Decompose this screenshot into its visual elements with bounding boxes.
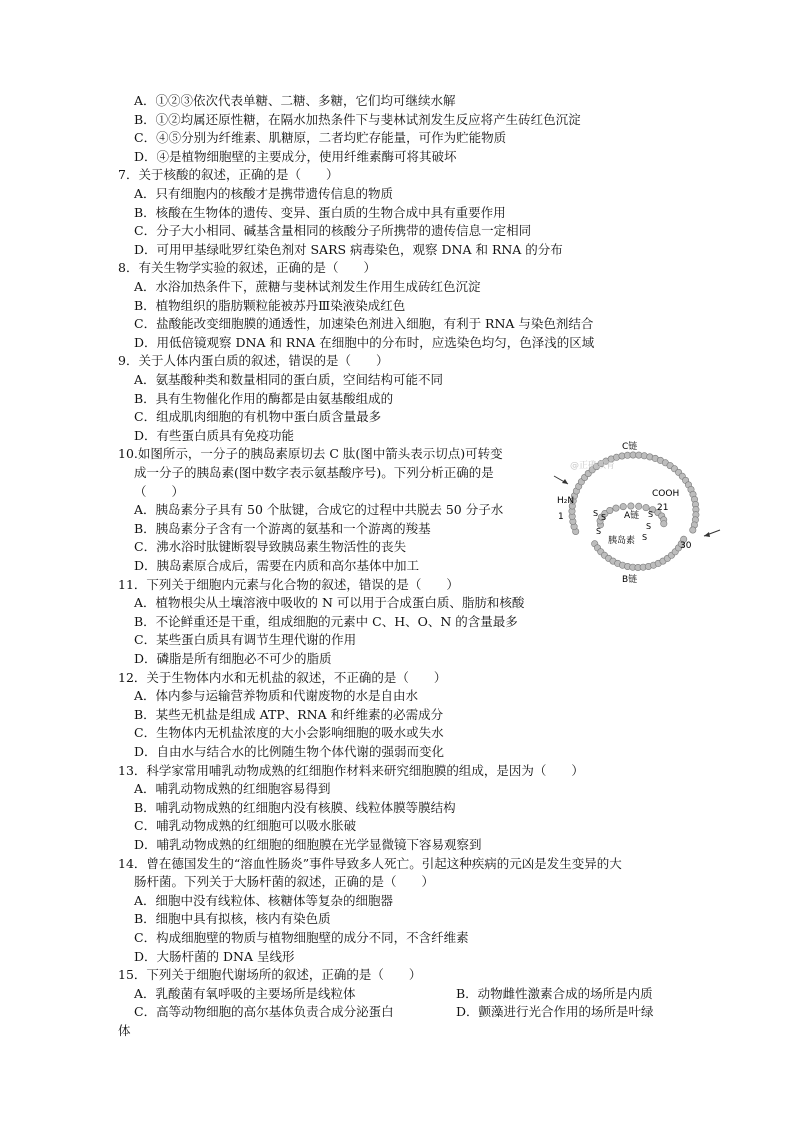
question-option: C．高等动物细胞的高尔基体负责合成分泌蛋白 [134,1004,394,1020]
question-option: A．植物根尖从土壤溶液中吸收的 N 可以用于合成蛋白质、脂肪和核酸 [134,595,525,611]
question-option: D．颤藻进行光合作用的场所是叶绿 [456,1004,654,1020]
question-option: C．④⑤分别为纤维素、肌糖原，二者均贮存能量，可作为贮能物质 [134,130,507,146]
question-option: A．①②③依次代表单糖、二糖、多糖，它们均可继续水解 [134,93,456,108]
question-option: C．生物体内无机盐浓度的大小会影响细胞的吸水或失水 [134,725,444,741]
question-stem: 10.如图所示，一分子的胰岛素原切去 C 肽(图中箭头表示切点)可转变 [118,446,503,462]
question-option: C．哺乳动物成熟的红细胞可以吸水胀破 [134,818,357,834]
question-option: 肠杆菌。下列关于大肠杆菌的叙述，正确的是（ ） [134,874,435,890]
num-1-label: 1 [558,512,564,522]
question-option: D．磷脂是所有细胞必不可少的脂质 [134,651,332,666]
disulfide-s6: S [642,533,648,542]
question-option: （ ） [134,483,185,499]
question-option: D．自由水与结合水的比例随生物个体代谢的强弱而变化 [134,744,445,759]
num-21-label: 21 [657,503,669,513]
question-option: C．分子大小相同、碱基含量相同的核酸分子所携带的遗传信息一定相同 [134,223,532,239]
question-option: B．哺乳动物成熟的红细胞内没有核膜、线粒体膜等膜结构 [134,799,456,815]
question-option: B．某些无机盐是组成 ATP、RNA 和纤维素的必需成分 [134,706,444,722]
question-option: A．氨基酸种类和数量相同的蛋白质，空间结构可能不同 [134,372,444,387]
question-option: B．①②均属还原性糖，在隔水加热条件下与斐林试剂发生反应将产生砖红色沉淀 [134,111,581,127]
h2n-label: H₂N [557,496,575,506]
question-option: D．大肠杆菌的 DNA 呈线形 [134,948,295,964]
num-30-label: 30 [680,541,692,551]
question-stem: 12．关于生物体内水和无机盐的叙述，不正确的是（ ） [118,669,447,685]
question-option: A．乳酸菌有氧呼吸的主要场所是线粒体 [134,985,356,1001]
a-chain-bead [620,503,626,509]
question-stem: 13．科学家常用哺乳动物成熟的红细胞作材料来研究细胞膜的组成，是因为（ ） [118,762,584,778]
question-option: C．构成细胞壁的物质与植物细胞壁的成分不同，不含纤维素 [134,930,469,945]
question-stem: 14．曾在德国发生的“溶血性肠炎”事件导致多人死亡。引起这种疾病的元凶是发生变异的大 [118,855,622,871]
question-option: 成一分子的胰岛素(图中数字表示氨基酸序号)。下列分析正确的是 [134,465,494,480]
watermark-text: @正确教育 [570,461,616,471]
question-option: B．具有生物催化作用的酶都是由氨基酸组成的 [134,390,394,406]
question-option: B．细胞中具有拟核，核内有染色质 [134,911,331,927]
disulfide-s3: S [648,510,654,519]
a-chain-bead [613,505,619,511]
cut-arrow-right-head [704,532,710,537]
c-chain-label: C链 [622,442,638,452]
question-option: D．哺乳动物成熟的红细胞的细胞膜在光学显微镜下容易观察到 [134,837,482,852]
disulfide-s2: S [601,513,607,522]
disulfide-s4: S [646,522,652,531]
question-option: D．可用甲基绿吡罗红染色剂对 SARS 病毒染色，观察 DNA 和 RNA 的分布 [134,241,563,257]
question-option: A．水浴加热条件下，蔗糖与斐林试剂发生作用生成砖红色沉淀 [134,279,481,294]
question-option: C．盐酸能改变细胞膜的通透性，加速染色剂进入细胞，有利于 RNA 与染色剂结合 [134,316,594,332]
question-option: B．动物雌性激素合成的场所是内质 [456,985,653,1001]
a-chain-bead [628,503,634,509]
question-option: B．植物组织的脂肪颗粒能被苏丹Ⅲ染液染成红色 [134,297,406,313]
question-option: B．不论鲜重还是干重，组成细胞的元素中 C、H、O、N 的含量最多 [134,613,518,629]
question-option: A．细胞中没有线粒体、核糖体等复杂的细胞器 [134,892,394,908]
question-stem: 9．关于人体内蛋白质的叙述，错误的是（ ） [118,353,389,369]
question-option: A．体内参与运输营养物质和代谢废物的水是自由水 [134,688,419,704]
question-option: C．组成肌肉细胞的有机物中蛋白质含量最多 [134,409,382,425]
question-option: A．哺乳动物成熟的红细胞容易得到 [134,781,331,797]
question-option-continuation: 体 [118,1023,131,1038]
b-chain-label: B链 [622,575,638,585]
proinsulin-diagram [552,436,722,586]
a-chain-bead [661,521,667,527]
question-option: B．核酸在生物体的遗传、变异、蛋白质的生物合成中具有重要作用 [134,204,506,220]
disulfide-s5: S [596,527,602,536]
question-stem: 15．下列关于细胞代谢场所的叙述，正确的是（ ） [118,967,422,983]
cooh-label: COOH [652,489,680,499]
a-chain-bead [636,503,642,509]
question-option: D．胰岛素原合成后，需要在内质和高尔基体中加工 [134,558,420,573]
question-option: A．只有细胞内的核酸才是携带遗传信息的物质 [134,186,394,201]
c-chain-bead [690,527,696,533]
question-stem: 11．下列关于细胞内元素与化合物的叙述，错误的是（ ） [118,576,459,592]
a-chain-bead [607,507,613,513]
question-option: C．沸水浴时肽键断裂导致胰岛素生物活性的丧失 [134,539,407,555]
question-stem: 8．有关生物学实验的叙述，正确的是（ ） [118,260,376,276]
a-chain-label: A链 [624,511,640,521]
question-option: C．某些蛋白质具有调节生理代谢的作用 [134,632,357,648]
question-option: D．④是植物细胞壁的主要成分，使用纤维素酶可将其破坏 [134,148,457,164]
question-option: D．有些蛋白质具有免疫功能 [134,427,295,443]
disulfide-s1: S [593,509,599,518]
question-option: A．胰岛素分子具有 50 个肽键，合成它的过程中共脱去 50 分子水 [134,502,504,518]
question-option: D．用低倍镜观察 DNA 和 RNA 在细胞中的分布时，应选染色均匀，色泽浅的区域 [134,334,595,350]
insulin-label: 胰岛素 [608,536,636,546]
question-option: B．胰岛素分子含有一个游离的氨基和一个游离的羧基 [134,520,431,536]
question-stem: 7．关于核酸的叙述，正确的是（ ） [118,167,339,183]
